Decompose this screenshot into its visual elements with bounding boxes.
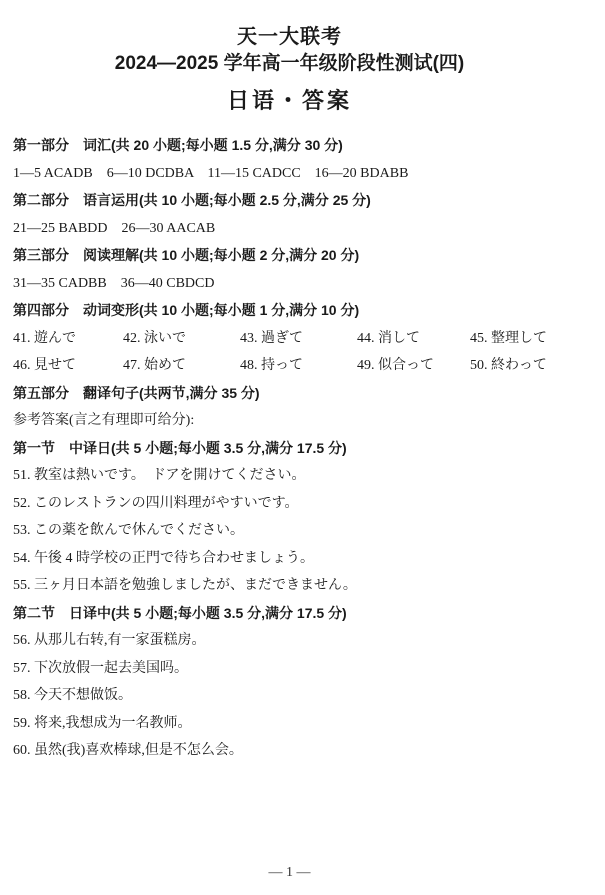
part1-heading: 第一部分 词汇(共 20 小题;每小题 1.5 分,满分 30 分) [13,137,343,153]
answer-44: 44. 消して [357,330,420,346]
answer-42: 42. 泳いで [123,330,186,346]
answer-52: 52. このレストランの四川料理がやすいです。 [13,495,299,511]
part2-answers: 21—25 BABDD 26—30 AACAB [13,220,216,236]
subject-answer-title: 日语・答案 [226,88,352,113]
part4-heading: 第四部分 动词变形(共 10 小题;每小题 1 分,满分 10 分) [13,302,360,318]
answer-54: 54. 午後 4 時学校の正門で待ち合わせましょう。 [13,550,314,566]
answer-46: 46. 見せて [13,358,76,373]
answer-57: 57. 下次放假一起去美国吗。 [13,660,188,676]
part3-heading: 第三部分 阅读理解(共 10 小题;每小题 2 分,满分 20 分) [13,247,360,263]
answer-47: 47. 始めて [123,358,186,373]
answer-59: 59. 将来,我想成为一名教师。 [13,715,192,731]
answer-43: 43. 過ぎて [240,330,303,346]
answer-45: 45. 整理して [470,330,547,346]
exam-organization-title: 天一大联考 [237,26,342,48]
answer-60: 60. 虽然(我)喜欢棒球,但是不怎么会。 [13,743,243,758]
part4-answers-row-1 [13,325,566,353]
part5-heading: 第五部分 翻译句子(共两节,满分 35 分) [13,384,260,401]
answer-50: 50. 終わって [470,358,547,373]
part5-reference-note: 参考答案(言之有理即可给分): [13,413,195,428]
answer-55: 55. 三ヶ月日本語を勉強しましたが、まだできません。 [13,578,357,593]
answer-49: 49. 似合って [357,358,434,373]
answer-48: 48. 持って [240,358,303,373]
part5-section2-heading: 第二节 日译中(共 5 小题;每小题 3.5 分,满分 17.5 分) [13,604,347,621]
answer-58: 58. 今天不想做饭。 [13,688,132,703]
answer-53: 53. この薬を飲んで休んでください。 [13,523,244,538]
page-number: — 1 — [268,865,311,880]
exam-session-title: 2024—2025 学年高一年级阶段性测试(四) [114,53,465,74]
part4-answers-row-2 [13,352,566,380]
part1-answers: 1—5 ACADB 6—10 DCDBA 11—15 CADCC 16—20 BDABB [13,165,409,181]
answer-content [13,132,566,765]
part2-heading: 第二部分 语言运用(共 10 小题;每小题 2.5 分,满分 25 分) [13,192,371,208]
part5-section1-heading: 第一节 中译日(共 5 小题;每小题 3.5 分,满分 17.5 分) [13,439,347,456]
answer-51: 51. 教室は熱いです。 ドアを開けてください。 [13,468,306,483]
answer-56: 56. 从那儿右转,有一家蛋糕房。 [13,633,206,648]
answer-41: 41. 遊んで [13,330,76,346]
part3-answers: 31—35 CADBB 36—40 CBDCD [13,275,215,291]
